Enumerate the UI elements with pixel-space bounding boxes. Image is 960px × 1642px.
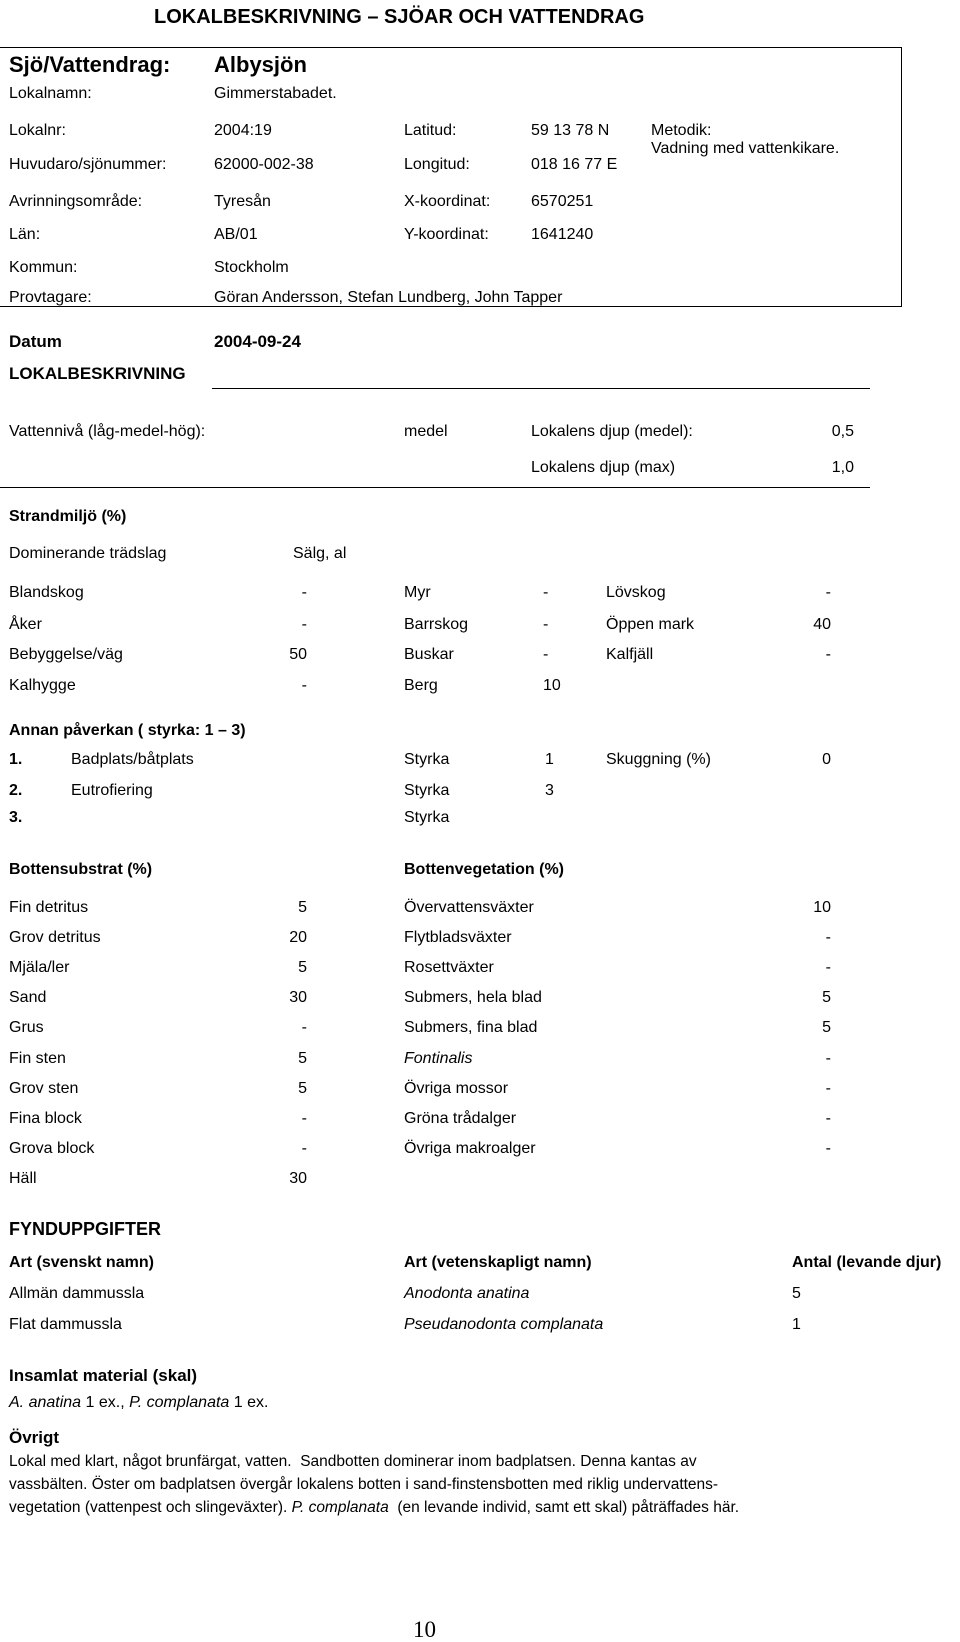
longitud-label: Longitud: — [404, 156, 470, 173]
insamlat-species-1: A. anatina — [9, 1394, 82, 1411]
lokalnamn-label: Lokalnamn: — [9, 85, 92, 102]
header-box-bottom — [0, 306, 902, 307]
lokalnr-value: 2004:19 — [214, 122, 272, 139]
fynd-svenskt-namn: Allmän dammussla — [9, 1285, 145, 1302]
vegetation-label: Övriga makroalger — [404, 1140, 536, 1157]
ovrigt-line-3-species: P. complanata — [291, 1499, 389, 1516]
insamlat-count-1: 1 ex., — [81, 1394, 130, 1411]
strand-label: Åker — [9, 616, 42, 633]
vegetation-label: Gröna trådalger — [404, 1110, 517, 1127]
paverkan-styrka-label: Styrka — [404, 751, 450, 768]
strand-value: 40 — [813, 616, 831, 633]
provtagare-label: Provtagare: — [9, 289, 92, 306]
vegetation-value: - — [825, 929, 831, 946]
strand-label: Öppen mark — [606, 616, 695, 633]
vegetation-value: - — [825, 1140, 831, 1157]
vegetation-label: Övervattensväxter — [404, 899, 534, 916]
header-box-right — [901, 47, 902, 307]
vegetation-value: 10 — [813, 899, 831, 916]
insamlat-text — [9, 1395, 268, 1411]
fynd-antal: 1 — [792, 1316, 801, 1333]
strand-value: - — [301, 584, 307, 601]
paverkan-number: 3. — [9, 809, 23, 826]
vattenniva-value: medel — [404, 423, 448, 440]
skuggning-label: Skuggning (%) — [606, 751, 711, 768]
lokalnr-label: Lokalnr: — [9, 122, 66, 139]
insamlat-species-2: P. complanata — [129, 1394, 230, 1411]
fynd-vetenskapligt-namn: Pseudanodonta complanata — [404, 1316, 604, 1333]
fynd-col-svenskt: Art (svenskt namn) — [9, 1254, 154, 1271]
strand-value: - — [825, 584, 831, 601]
strand-label: Lövskog — [606, 584, 666, 601]
metodik-label: Metodik: — [651, 122, 712, 139]
paverkan-styrka-label: Styrka — [404, 782, 450, 799]
strand-label: Blandskog — [9, 584, 84, 601]
strand-value: - — [301, 677, 307, 694]
vegetation-value: - — [825, 1080, 831, 1097]
substrat-label: Fin detritus — [9, 899, 89, 916]
huvudaro-value: 62000-002-38 — [214, 156, 314, 173]
strand-label: Bebyggelse/väg — [9, 646, 123, 663]
djup-max-label: Lokalens djup (max) — [531, 459, 676, 476]
section-lokalbeskrivning: LOKALBESKRIVNING — [9, 364, 186, 383]
ykoord-label: Y-koordinat: — [404, 226, 489, 243]
substrat-value: 20 — [289, 929, 307, 946]
djup-max-value: 1,0 — [831, 459, 854, 476]
avrinning-value: Tyresån — [214, 193, 271, 210]
substrat-label: Fin sten — [9, 1050, 66, 1067]
substrat-label: Grov sten — [9, 1080, 79, 1097]
vegetation-label: Flytbladsväxter — [404, 929, 512, 946]
paverkan-number: 1. — [9, 751, 23, 768]
substrat-value: 5 — [298, 899, 307, 916]
substrat-label: Grus — [9, 1019, 44, 1036]
skuggning-value: 0 — [822, 751, 831, 768]
lokalnamn-value: Gimmerstabadet. — [214, 85, 337, 102]
substrat-value: - — [301, 1110, 307, 1127]
lan-label: Län: — [9, 226, 41, 243]
strandmiljo-heading: Strandmiljö (%) — [9, 508, 127, 525]
fynd-col-vetenskapligt: Art (vetenskapligt namn) — [404, 1254, 592, 1271]
paverkan-heading: Annan påverkan ( styrka: 1 – 3) — [9, 722, 246, 739]
strand-value: - — [301, 616, 307, 633]
page-number: 10 — [413, 1617, 436, 1642]
insamlat-count-2: 1 ex. — [229, 1394, 269, 1411]
vattenniva-label: Vattennivå (låg-medel-hög): — [9, 423, 206, 440]
substrat-value: 5 — [298, 959, 307, 976]
djup-medel-value: 0,5 — [831, 423, 854, 440]
substrat-value: 5 — [298, 1050, 307, 1067]
provtagare-value: Göran Andersson, Stefan Lundberg, John Tapper — [214, 289, 563, 306]
insamlat-heading: Insamlat material (skal) — [9, 1366, 198, 1385]
longitud-value: 018 16 77 E — [531, 156, 618, 173]
vegetation-label: Submers, fina blad — [404, 1019, 538, 1036]
substrat-label: Grova block — [9, 1140, 95, 1157]
paverkan-styrka-value: 3 — [545, 782, 554, 799]
vegetation-label: Övriga mossor — [404, 1080, 509, 1097]
fynd-vetenskapligt-namn: Anodonta anatina — [404, 1285, 530, 1302]
fynd-svenskt-namn: Flat dammussla — [9, 1316, 122, 1333]
strand-label: Berg — [404, 677, 438, 694]
ovrigt-line-2: vassbälten. Öster om badplatsen övergår lokalens botten i sand-finstensbotten med riklig undervattens- — [9, 1476, 719, 1493]
substrat-label: Fina block — [9, 1110, 82, 1127]
divider-vatten — [0, 487, 870, 488]
ovrigt-line-3a: vegetation (vattenpest och slingeväxter). — [9, 1499, 292, 1516]
fynd-col-antal: Antal (levande djur) — [792, 1254, 942, 1271]
strand-value: - — [543, 646, 549, 663]
substrat-label: Mjäla/ler — [9, 959, 70, 976]
substrat-label: Sand — [9, 989, 47, 1006]
substrat-value: - — [301, 1019, 307, 1036]
paverkan-styrka-value: 1 — [545, 751, 554, 768]
latitud-value: 59 13 78 N — [531, 122, 610, 139]
substrat-value: 30 — [289, 989, 307, 1006]
strand-label: Kalfjäll — [606, 646, 654, 663]
vegetation-value: - — [825, 959, 831, 976]
substrat-value: 30 — [289, 1170, 307, 1187]
latitud-label: Latitud: — [404, 122, 457, 139]
substrat-label: Grov detritus — [9, 929, 101, 946]
paverkan-name: Badplats/båtplats — [71, 751, 194, 768]
tradslag-value: Sälg, al — [293, 545, 347, 562]
document-title: LOKALBESKRIVNING – SJÖAR OCH VATTENDRAG — [154, 6, 645, 28]
huvudaro-label: Huvudaro/sjönummer: — [9, 156, 167, 173]
kommun-label: Kommun: — [9, 259, 78, 276]
kommun-value: Stockholm — [214, 259, 289, 276]
datum-value: 2004-09-24 — [214, 332, 301, 351]
strand-label: Buskar — [404, 646, 454, 663]
vegetation-value: - — [825, 1050, 831, 1067]
strand-value: 50 — [289, 646, 307, 663]
sjo-label: Sjö/Vattendrag: — [9, 52, 171, 77]
divider-lokalbeskrivning — [212, 388, 870, 389]
substrat-value: 5 — [298, 1080, 307, 1097]
vegetation-value: 5 — [822, 1019, 831, 1036]
strand-label: Kalhygge — [9, 677, 76, 694]
xkoord-label: X-koordinat: — [404, 193, 491, 210]
paverkan-name: Eutrofiering — [71, 782, 153, 799]
paverkan-styrka-label: Styrka — [404, 809, 450, 826]
metodik-value: Vadning med vattenkikare. — [651, 140, 840, 157]
strand-value: - — [825, 646, 831, 663]
sjo-value: Albysjön — [214, 52, 307, 77]
ovrigt-line-3b: (en levande individ, samt ett skal) påträffades här. — [388, 1499, 740, 1516]
ykoord-value: 1641240 — [531, 226, 594, 243]
ovrigt-line-1: Lokal med klart, något brunfärgat, vatten. Sandbotten dominerar inom badplatsen. Denna kantas av — [9, 1453, 697, 1470]
header-box-top — [0, 47, 902, 48]
strand-label: Myr — [404, 584, 431, 601]
vegetation-label: Fontinalis — [404, 1050, 473, 1067]
datum-label: Datum — [9, 332, 62, 351]
fynd-heading: FYNDUPPGIFTER — [9, 1219, 162, 1239]
substrat-value: - — [301, 1140, 307, 1157]
vegetation-value: 5 — [822, 989, 831, 1006]
ovrigt-line-3 — [9, 1500, 739, 1516]
djup-medel-label: Lokalens djup (medel): — [531, 423, 693, 440]
avrinning-label: Avrinningsområde: — [9, 193, 143, 210]
xkoord-value: 6570251 — [531, 193, 594, 210]
bottenvegetation-heading: Bottenvegetation (%) — [404, 861, 564, 878]
vegetation-value: - — [825, 1110, 831, 1127]
vegetation-label: Submers, hela blad — [404, 989, 542, 1006]
fynd-antal: 5 — [792, 1285, 801, 1302]
strand-value: - — [543, 584, 549, 601]
lan-value: AB/01 — [214, 226, 258, 243]
ovrigt-heading: Övrigt — [9, 1428, 60, 1447]
strand-value: 10 — [543, 677, 561, 694]
strand-label: Barrskog — [404, 616, 469, 633]
bottensubstrat-heading: Bottensubstrat (%) — [9, 861, 153, 878]
strand-value: - — [543, 616, 549, 633]
tradslag-label: Dominerande trädslag — [9, 545, 167, 562]
substrat-label: Häll — [9, 1170, 37, 1187]
paverkan-number: 2. — [9, 782, 23, 799]
vegetation-label: Rosettväxter — [404, 959, 494, 976]
